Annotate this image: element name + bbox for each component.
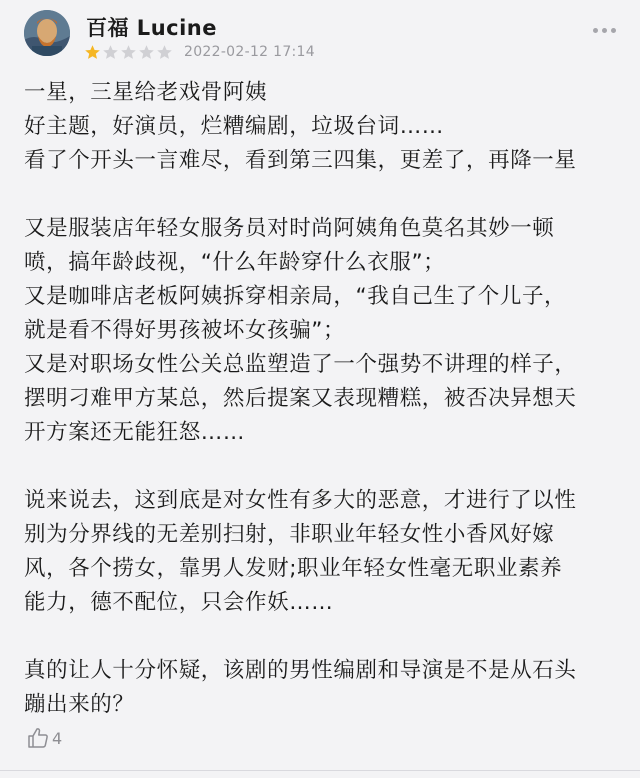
- review-text-line: 别为分界线的无差别扫射，非职业年轻女性小香风好嫁: [24, 522, 555, 547]
- review-text-line: 又是对职场女性公关总监塑造了一个强势不讲理的样子，: [24, 352, 577, 377]
- rating-row: [84, 43, 315, 61]
- review-text-line: 看了个开头一言难尽，看到第三四集，更差了，再降一星: [24, 148, 577, 173]
- star-icon: [156, 44, 173, 61]
- review-text-line: 喷，搞年龄歧视，“什么年龄穿什么衣服”；: [24, 250, 446, 275]
- like-count: 4: [52, 728, 63, 748]
- review-paragraph: [24, 212, 624, 450]
- review-text-line: 说来说去，这到底是对女性有多大的恶意，才进行了以性: [24, 488, 577, 513]
- review-footer: [26, 726, 62, 750]
- review-text-line: 风，各个捞女，靠男人发财;职业年轻女性毫无职业素养: [24, 556, 563, 581]
- review-text-line: 又是服装店年轻女服务员对时尚阿姨角色莫名其妙一顿: [24, 216, 555, 241]
- review-header: [0, 0, 640, 72]
- star-icon: [120, 44, 137, 61]
- review-text-line: 开方案还无能狂怒……: [24, 420, 246, 445]
- review-text-line: 好主题，好演员，烂糟编剧，垃圾台词……: [24, 114, 444, 139]
- star-icon: [84, 44, 101, 61]
- avatar-portrait-icon: [24, 10, 70, 56]
- review-text-line: 蹦出来的？: [24, 692, 135, 717]
- thumbs-up-icon[interactable]: [26, 726, 50, 750]
- star-icon: [102, 44, 119, 61]
- timestamp: 2022-02-12 17:14: [184, 44, 315, 60]
- star-icon: [138, 44, 155, 61]
- star-rating: [84, 44, 174, 61]
- review-text-line: 真的让人十分怀疑，该剧的男性编剧和导演是不是从石头: [24, 658, 577, 683]
- review-paragraph: [24, 76, 624, 178]
- review-paragraph: [24, 484, 624, 620]
- review-text-line: 能力，德不配位，只会作妖……: [24, 590, 334, 615]
- review-text-line: 摆明刁难甲方某总，然后提案又表现糟糕，被否决异想天: [24, 386, 577, 411]
- username[interactable]: 百福 Lucine: [86, 16, 217, 40]
- more-options-icon[interactable]: [589, 28, 616, 33]
- review-text-line: 又是咖啡店老板阿姨拆穿相亲局，“我自己生了个儿子，: [24, 284, 567, 309]
- avatar[interactable]: [24, 10, 70, 56]
- review-paragraph: [24, 654, 624, 722]
- review-text-line: 一星，三星给老戏骨阿姨: [24, 80, 268, 105]
- review-text-line: 就是看不得好男孩被坏女孩骗”；: [24, 318, 346, 343]
- divider: [0, 770, 640, 771]
- review-body: [24, 76, 624, 756]
